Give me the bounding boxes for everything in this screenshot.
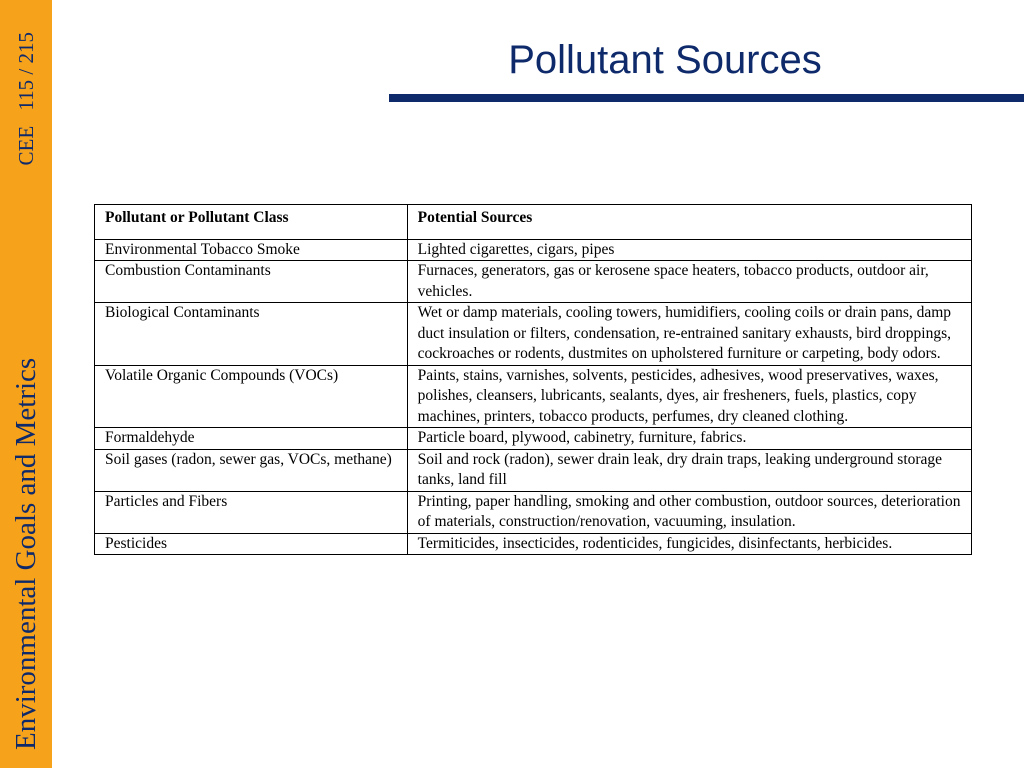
course-code: CEE — [13, 125, 38, 166]
table-row — [95, 239, 972, 261]
sources-cell: Paints, stains, varnishes, solvents, pesticides, adhesives, wood preservatives, waxes, polishes, cleansers, lubricants, sealants, dyes, air fresheners, fuels, plastics, copy machines, printers, tobacco products, perfumes, dry cleaned clothing. — [407, 365, 971, 428]
pollutant-cell: Combustion Contaminants — [95, 261, 408, 303]
page-number: 115 / 215 — [13, 32, 38, 111]
header-pollutant-class: Pollutant or Pollutant Class — [95, 205, 408, 240]
table-row — [95, 365, 972, 428]
table-container — [94, 204, 972, 555]
sources-cell: Termiticides, insecticides, rodenticides, fungicides, disinfectants, herbicides. — [407, 533, 971, 555]
title-underline — [389, 94, 1024, 102]
sources-cell: Furnaces, generators, gas or kerosene space heaters, tobacco products, outdoor air, vehicles. — [407, 261, 971, 303]
table-row — [95, 533, 972, 555]
pollutant-sources-table — [94, 204, 972, 555]
table-row — [95, 491, 972, 533]
pollutant-cell: Formaldehyde — [95, 428, 408, 450]
sources-cell: Soil and rock (radon), sewer drain leak, dry drain traps, leaking underground storage tanks, land fill — [407, 449, 971, 491]
pollutant-cell: Soil gases (radon, sewer gas, VOCs, methane) — [95, 449, 408, 491]
side-text — [0, 4, 52, 764]
pollutant-cell: Particles and Fibers — [95, 491, 408, 533]
pollutant-cell: Biological Contaminants — [95, 303, 408, 366]
table-row — [95, 261, 972, 303]
sources-cell: Lighted cigarettes, cigars, pipes — [407, 239, 971, 261]
page-title: Pollutant Sources — [508, 38, 822, 82]
table-row — [95, 303, 972, 366]
pollutant-cell: Volatile Organic Compounds (VOCs) — [95, 365, 408, 428]
course-title: Environmental Goals and Metrics — [9, 357, 42, 750]
pollutant-cell: Environmental Tobacco Smoke — [95, 239, 408, 261]
course-label — [14, 4, 39, 165]
table-row — [95, 428, 972, 450]
table-row — [95, 449, 972, 491]
sources-cell: Printing, paper handling, smoking and other combustion, outdoor sources, deterioration of materials, construction/renovation, vacuuming, insulation. — [407, 491, 971, 533]
header-potential-sources: Potential Sources — [407, 205, 971, 240]
sources-cell: Particle board, plywood, cabinetry, furniture, fabrics. — [407, 428, 971, 450]
table-header-row — [95, 205, 972, 240]
sources-cell: Wet or damp materials, cooling towers, humidifiers, cooling coils or drain pans, damp duct insulation or filters, condensation, re-entrained sanitary exhausts, bird droppings, cockroaches or rodents, dustmites on upholstered furniture or carpeting, body odors. — [407, 303, 971, 366]
side-band — [0, 0, 52, 768]
pollutant-cell: Pesticides — [95, 533, 408, 555]
